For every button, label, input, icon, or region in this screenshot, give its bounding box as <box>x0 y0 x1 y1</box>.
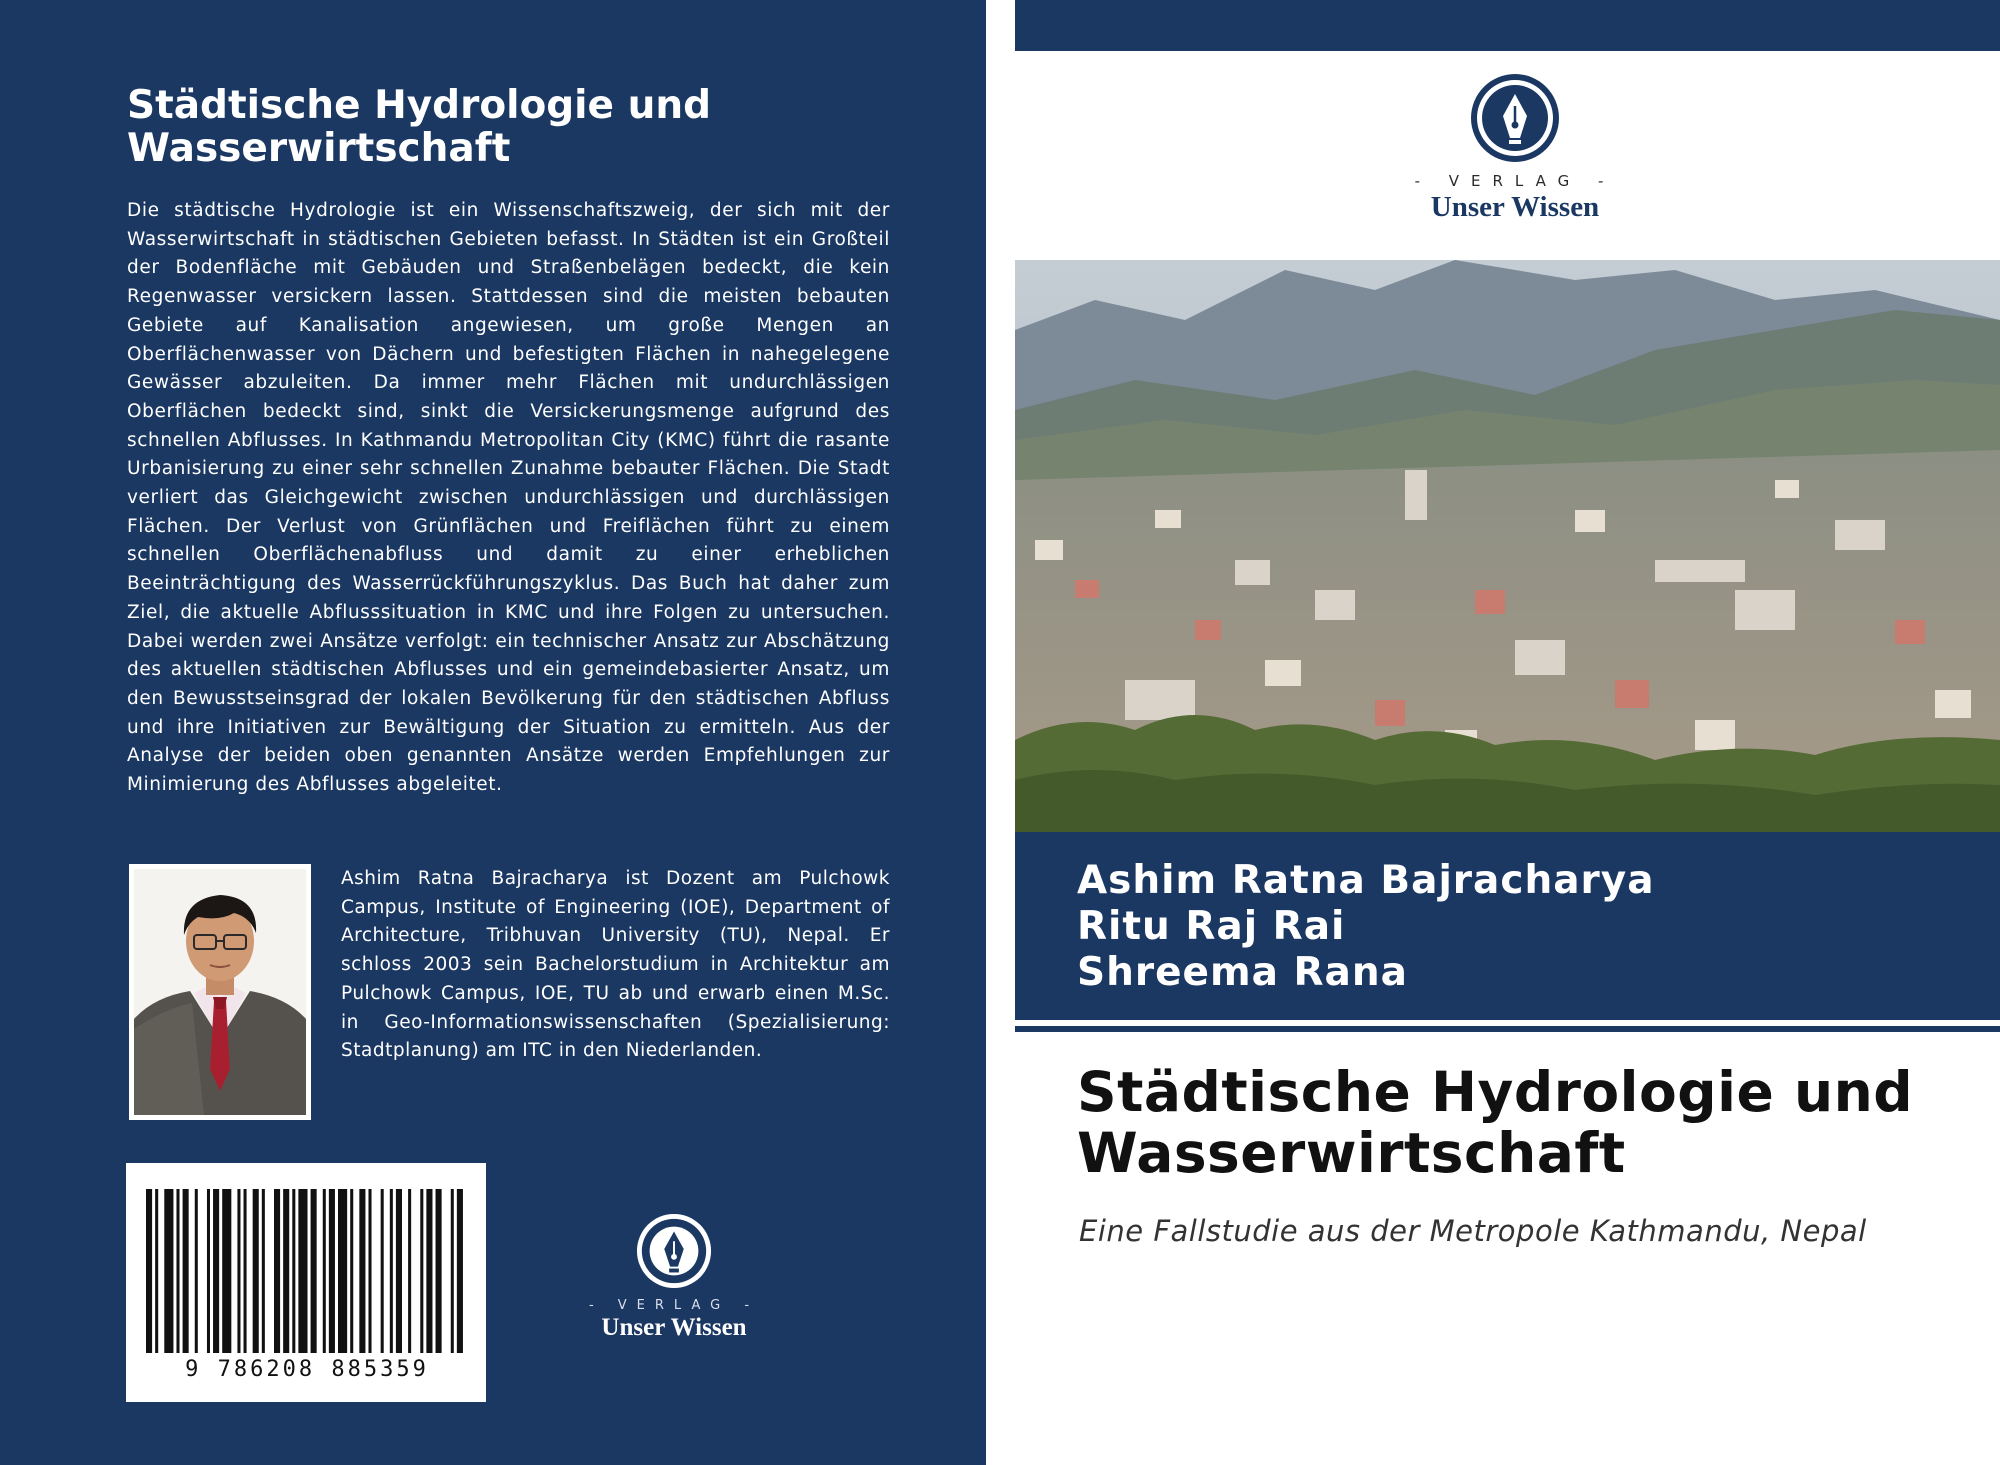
barcode-bar <box>244 1189 247 1353</box>
barcode-bar <box>381 1189 384 1353</box>
barcode-bar <box>262 1189 265 1353</box>
author-bio: Ashim Ratna Bajracharya ist Dozent am Pulchowk Campus, Institute of Engineering (IOE), Department of Architecture, Tribhuvan University (TU), Nepal. Er schloss 2003 sein Bachelorstudium in Architektur am Pulchowk Campus, IOE, TU ab und erwarb einen M.Sc. in Geo-Informationswissenschaften (Spezialisierung: Stadtplanung) am ITC in den Niederlanden. <box>341 868 890 1062</box>
barcode-bar <box>368 1189 371 1353</box>
barcode-bar <box>222 1189 231 1353</box>
barcode-bar <box>323 1189 326 1353</box>
barcode-bar <box>298 1189 307 1353</box>
barcode-bar <box>164 1189 173 1353</box>
front-publisher-brand: Unser Wissen <box>1430 191 1600 223</box>
barcode-bar <box>253 1189 259 1353</box>
barcode-bar <box>213 1189 219 1353</box>
front-publisher-verlag: - VERLAG - <box>1414 172 1616 190</box>
front-cover-title: Städtische Hydrologie und Wasserwirtschaft <box>1077 1060 1914 1185</box>
back-publisher-verlag: - VERLAG - <box>588 1298 760 1313</box>
barcode-bar <box>420 1189 423 1353</box>
barcode-bar <box>311 1189 317 1353</box>
barcode-bar <box>426 1189 432 1353</box>
barcode-bar <box>338 1189 347 1353</box>
front-top-band <box>1015 0 2000 51</box>
barcode-bar <box>155 1189 158 1353</box>
author-name: Ritu Raj Rai <box>1077 904 1346 949</box>
barcode-bar <box>408 1189 411 1353</box>
author-name: Ashim Ratna Bajracharya <box>1077 858 1655 903</box>
author-name: Shreema Rana <box>1077 950 1408 995</box>
barcode-bars <box>146 1189 466 1353</box>
author-list <box>1077 858 1655 996</box>
back-publisher-brand: Unser Wissen <box>601 1314 747 1341</box>
author-portrait-image <box>134 869 306 1115</box>
fountain-pen-seal-icon <box>1469 72 1561 164</box>
barcode-bar <box>146 1189 152 1353</box>
spine <box>986 0 1015 1465</box>
barcode-bar <box>329 1189 335 1353</box>
author-photo <box>129 864 311 1120</box>
barcode-bar <box>207 1189 210 1353</box>
kathmandu-city-photo <box>1015 260 2000 832</box>
barcode-bar <box>359 1189 365 1353</box>
isbn-number: 9 786208 885359 <box>185 1357 429 1382</box>
barcode-bar <box>283 1189 289 1353</box>
back-cover <box>0 0 986 1465</box>
isbn-barcode <box>126 1163 486 1402</box>
barcode-bar <box>350 1189 353 1353</box>
authors-band <box>1015 832 2000 1020</box>
front-divider <box>1015 1026 2000 1032</box>
barcode-bar <box>183 1189 189 1353</box>
back-cover-title: Städtische Hydrologie und Wasserwirtschaft <box>127 83 712 171</box>
front-cover <box>1015 0 2000 1465</box>
front-publisher-logo <box>1365 72 1665 224</box>
barcode-bar <box>457 1189 463 1353</box>
barcode-bar <box>176 1189 179 1353</box>
barcode-bar <box>451 1189 454 1353</box>
barcode-bar <box>274 1189 280 1353</box>
barcode-bar <box>292 1189 295 1353</box>
barcode-bar <box>396 1189 402 1353</box>
barcode-bar <box>195 1189 198 1353</box>
fountain-pen-seal-icon <box>635 1212 713 1290</box>
barcode-bar <box>237 1189 240 1353</box>
back-publisher-logo <box>575 1212 773 1343</box>
front-cover-subtitle: Eine Fallstudie aus der Metropole Kathmandu, Nepal <box>1079 1214 1867 1248</box>
barcode-bar <box>436 1189 442 1353</box>
back-cover-description: Die städtische Hydrologie ist ein Wissenschaftszweig, der sich mit der Wasserwirtschaft in städtischen Gebieten befasst. In Städten ist ein Großteil der Bodenfläche mit Gebäuden und Straßenbelägen bedeckt, die kein Regenwasser versickern lassen. Stattdessen sind die meisten bebauten Gebiete auf Kanalisation angewiesen, um große Mengen an Oberflächenwasser von Dächern und befestigten Flächen in nahegelegene Gewässer abzuleiten. Da immer mehr Flächen mit undurchlässigen Oberflächen bedeckt sind, sinkt die Versickerungsmenge aufgrund des schnellen Abflusses. In Kathmandu Metropolitan City (KMC) führt die rasante Urbanisierung zu einer sehr schnellen Zunahme bebauter Flächen. Die Stadt verliert das Gleichgewicht zwischen undurchlässigen und durchlässigen Flächen. Der Verlust von Grünflächen und Freiflächen führt zu einem schnellen Oberflächenabfluss und damit zu einer erheblichen Beeinträchtigung des Wasserrückführungszyklus. Das Buch hat daher zum Ziel, die aktuelle Abflusssituation in KMC und ihre Folgen zu untersuchen. Dabei werden zwei Ansätze verfolgt: ein technischer Ansatz zur Abschätzung des aktuellen städtischen Abflusses und ein gemeindebasierter Ansatz, um den Bewusstseinsgrad der lokalen Bevölkerung für den städtischen Abfluss und ihre Initiativen zur Bewältigung der Situation zu ermitteln. Aus der Analyse der beiden oben genannten Ansätze werden Empfehlungen zur Minimierung des Abflusses abgeleitet. <box>127 200 890 796</box>
barcode-bar <box>390 1189 393 1353</box>
